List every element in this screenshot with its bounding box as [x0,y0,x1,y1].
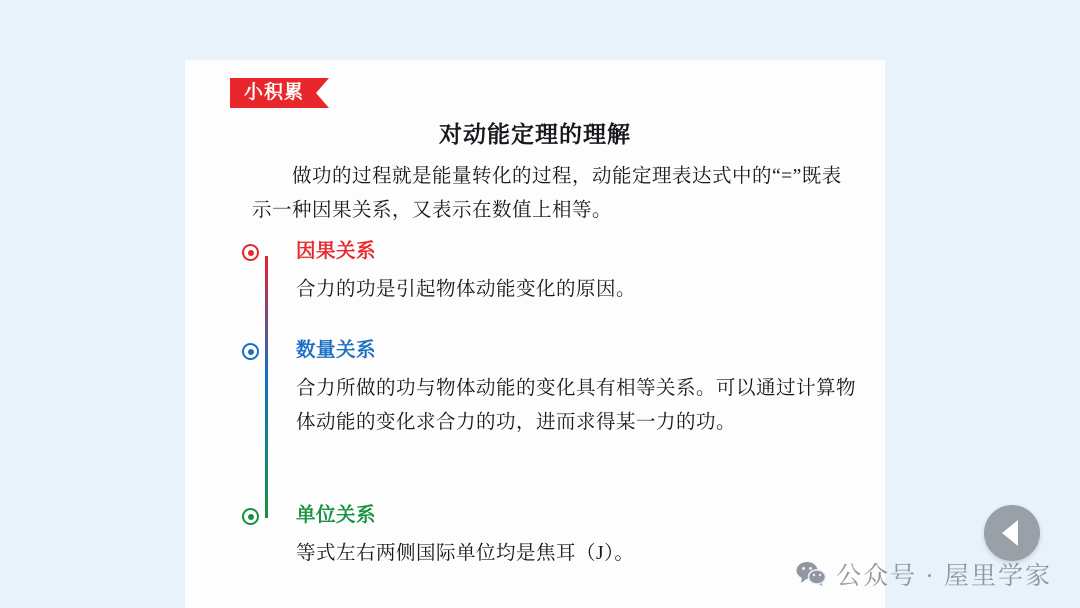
watermark-text: 公众号 · 屋里学家 [836,563,1052,590]
timeline-item-heading: 因果关系 [296,241,377,262]
timeline-item-body: 等式左右两侧国际单位均是焦耳（J）。 [296,543,635,564]
page-title: 对动能定理的理解 [439,122,631,147]
section-badge-label: 小积累 [230,78,316,108]
timeline-item [252,339,866,440]
chevron-left-icon [1002,520,1018,546]
timeline-dot-icon [242,244,259,261]
section-badge-arrow [316,78,329,108]
timeline-dot-icon [242,508,259,525]
timeline-item [252,504,866,571]
wechat-icon [796,561,826,587]
watermark [796,556,1052,592]
back-button[interactable] [984,505,1040,561]
timeline-item-body: 合力所做的功与物体动能的变化具有相等关系。可以通过计算物体动能的变化求合力的功，进而求得某一力的功。 [296,378,857,433]
timeline-item-body: 合力的功是引起物体动能变化的原因。 [296,279,637,300]
section-badge [230,78,329,108]
timeline-item [252,240,866,307]
timeline-dot-icon [242,343,259,360]
timeline-item-heading: 单位关系 [296,505,377,526]
intro-paragraph: 做功的过程就是能量转化的过程，动能定理表达式中的“=”既表示一种因果关系，又表示在数值上相等。 [252,166,842,221]
timeline-item-heading: 数量关系 [296,340,377,361]
